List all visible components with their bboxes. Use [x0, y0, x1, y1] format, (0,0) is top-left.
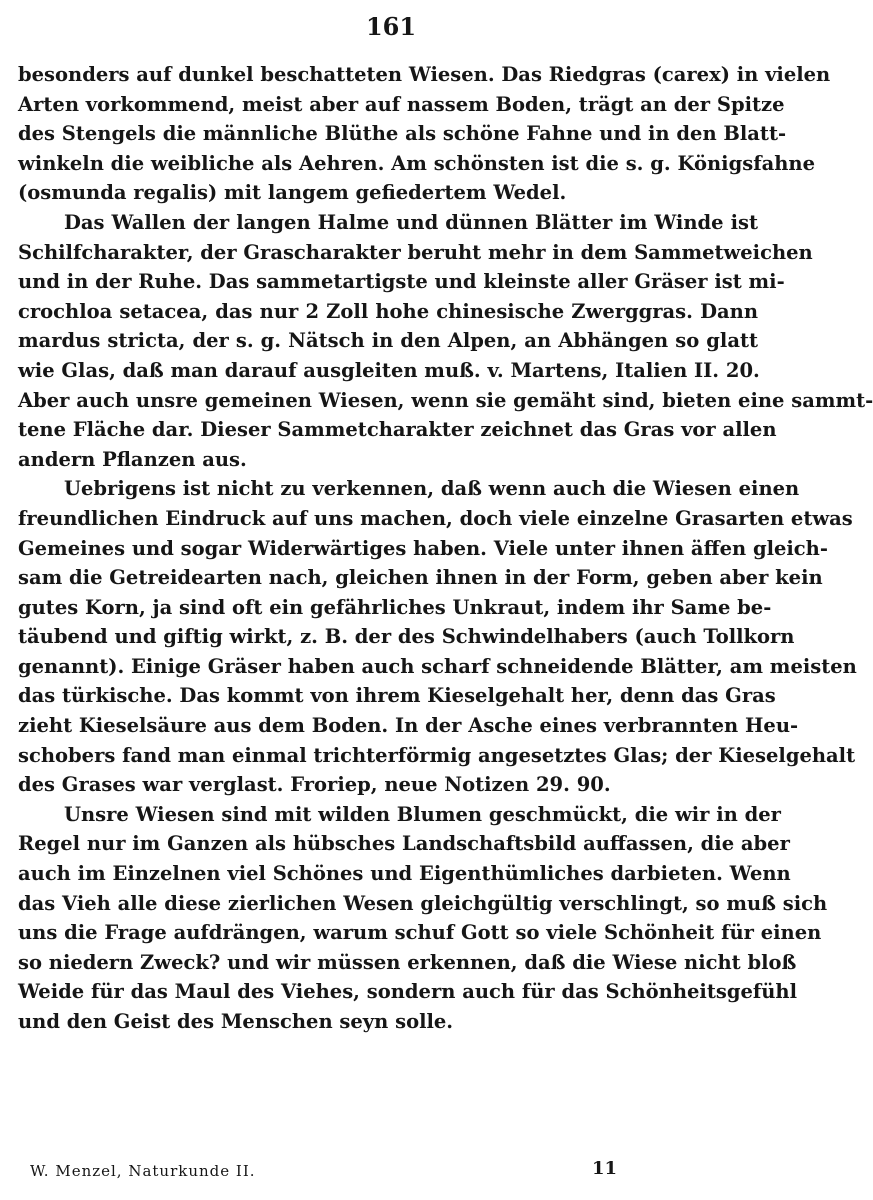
text-line: freundlichen Eindruck auf uns machen, doch viele einzelne Grasarten etwas [18, 506, 853, 530]
text-line: wie Glas, daß man darauf ausgleiten muß. v. Martens, Italien II. 20. [18, 358, 760, 382]
text-line: so niedern Zweck? und wir müssen erkennen, daß die Wiese nicht bloß [18, 950, 797, 974]
text-block [18, 60, 873, 1037]
text-line: das Vieh alle diese zierlichen Wesen gleichgültig verschlingt, so muß sich [18, 891, 828, 915]
footer-signature: W. Menzel, Naturkunde II. [30, 1162, 256, 1180]
text-line: Uebrigens ist nicht zu verkennen, daß wenn auch die Wiesen einen [64, 477, 800, 501]
text-line: Aber auch unsre gemeinen Wiesen, wenn sie gemäht sind, bieten eine sammt- [18, 388, 873, 412]
text-line: besonders auf dunkel beschatteten Wiesen. Das Riedgras (carex) in vielen [18, 63, 831, 86]
text-line: auch im Einzelnen viel Schönes und Eigenthümliches darbieten. Wenn [18, 862, 791, 886]
text-line: schobers fand man einmal trichterförmig angesetztes Glas; der Kieselgehalt [18, 743, 856, 767]
text-line: uns die Frage aufdrängen, warum schuf Gott so viele Schönheit für einen [18, 921, 822, 945]
text-line: (osmunda regalis) mit langem gefiedertem Wedel. [18, 181, 567, 205]
text-line: Regel nur im Ganzen als hübsches Landschaftsbild auffassen, die aber [18, 832, 790, 856]
page-number: 161 [365, 12, 417, 41]
text-line: des Stengels die männliche Blüthe als schöne Fahne und in den Blatt- [18, 122, 787, 146]
text-line: sam die Getreidearten nach, gleichen ihnen in der Form, geben aber kein [18, 566, 823, 590]
sheet-number: 11 [592, 1158, 618, 1179]
text-line: Unsre Wiesen sind mit wilden Blumen geschmückt, die wir in der [64, 802, 781, 826]
text-line: und den Geist des Menschen seyn solle. [18, 1010, 454, 1033]
text-line: Schilfcharakter, der Grascharakter beruht mehr in dem Sammetweichen [18, 240, 813, 264]
text-line: crochloa setacea, das nur 2 Zoll hohe chinesische Zwerggras. Dann [18, 299, 758, 323]
text-line: tene Fläche dar. Dieser Sammetcharakter zeichnet das Gras vor allen [18, 418, 777, 442]
text-line: Gemeines und sogar Widerwärtiges haben. Viele unter ihnen äffen gleich- [18, 536, 828, 560]
text-line: das türkische. Das kommt von ihrem Kieselgehalt her, denn das Gras [18, 684, 776, 708]
text-line: zieht Kieselsäure aus dem Boden. In der Asche eines verbrannten Heu- [18, 714, 799, 738]
text-line: Arten vorkommend, meist aber auf nassem Boden, trägt an der Spitze [18, 92, 785, 116]
text-line: des Grases war verglast. Froriep, neue Notizen 29. 90. [18, 773, 611, 797]
text-line: mardus stricta, der s. g. Nätsch in den Alpen, an Abhängen so glatt [18, 329, 758, 353]
text-line: Weide für das Maul des Viehes, sondern auch für das Schönheitsgefühl [18, 980, 798, 1004]
text-line: winkeln die weibliche als Aehren. Am schönsten ist die s. g. Königsfahne [18, 151, 815, 175]
page-footer [30, 1158, 750, 1186]
text-line: genannt). Einige Gräser haben auch scharf schneidende Blätter, am meisten [18, 654, 857, 678]
text-line: andern Pflanzen aus. [18, 447, 247, 471]
text-line: täubend und giftig wirkt, z. B. der des Schwindelhabers (auch Tollkorn [18, 625, 795, 649]
text-line: und in der Ruhe. Das sammetartigste und kleinste aller Gräser ist mi- [18, 270, 785, 294]
text-line: gutes Korn, ja sind oft ein gefährliches Unkraut, indem ihr Same be- [18, 595, 772, 619]
text-line: Das Wallen der langen Halme und dünnen Blätter im Winde ist [64, 210, 758, 234]
